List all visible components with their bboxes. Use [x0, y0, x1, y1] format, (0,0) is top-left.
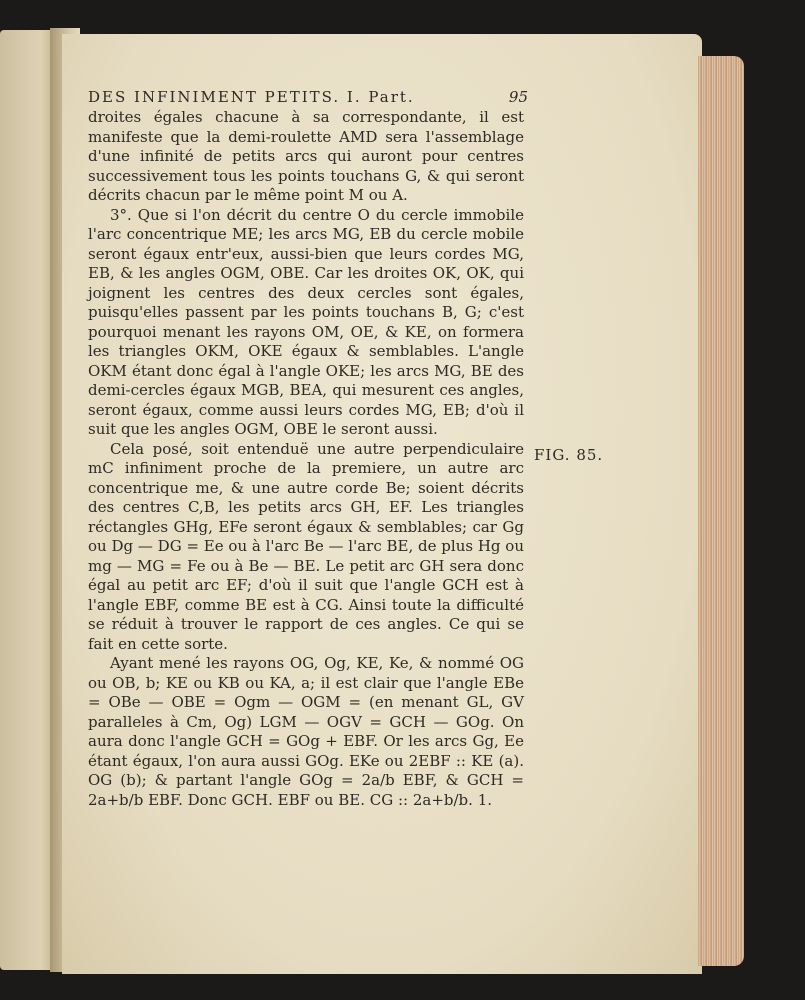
page-edges: [698, 56, 744, 966]
paragraph-1: droites égales chacune à sa correspondante, il est manifeste que la demi-roulette AMD sera l'assemblage d'une infinité de petits arcs qui auront pour centres successivement tous les points touchans G, & qui seront décrits chacun par le même point M ou A.: [88, 108, 524, 204]
paragraph-3: Cela posé, soit entenduë une autre perpendiculaire mC infiniment proche de la premiere, un autre arc concentrique me, & une autre corde Be; soient décrits des centres C,B, les petits arcs GH, EF. Les triangles réctangles GHg, EFe seront égaux & semblables; car Gg ou Dg — DG = Ee ou à l'arc Be — l'arc BE, de plus Hg ou mg — MG = Fe ou à Be — BE. Le petit arc GH sera donc égal au petit arc EF; d'où il suit que l'angle GCH est à l'angle EBF, comme BE est à CG. Ainsi toute la difficulté se réduit à trouver le rapport de ces angles. Ce qui se fait en cette sorte.: [88, 439, 524, 653]
running-header: [88, 88, 528, 106]
running-title: DES INFINIMENT PETITS. I. Part.: [88, 88, 415, 106]
page-number: 95: [508, 88, 528, 106]
paragraph-2: 3°. Que si l'on décrit du centre O du cercle immobile l'arc concentrique ME; les arcs MG, EB du cercle mobile seront égaux entr'eux, aussi-bien que leurs cordes MG, EB, & les angles OGM, OBE. Car les droites OK, OK, qui joignent les centres des deux cercles sont égales, puisqu'elles passent par les points touchans B, G; c'est pourquoi menant les rayons OM, OE, & KE, on formera les triangles OKM, OKE égaux & semblables. L'angle OKM étant donc égal à l'angle OKE; les arcs MG, BE des demi-cercles égaux MGB, BEA, qui mesurent ces angles, seront égaux, comme aussi leurs cordes MG, EB; d'où il suit que les angles OGM, OBE le seront aussi.: [88, 205, 524, 438]
figure-reference: FIG. 85.: [534, 446, 604, 464]
paragraph-4: Ayant mené les rayons OG, Og, KE, Ke, & nommé OG ou OB, b; KE ou KB ou KA, a; il est clair que l'angle EBe = OBe — OBE = Ogm — OGM = (en menant GL, GV paralleles à Cm, Og) LGM — OGV = GCH — GOg. On aura donc l'angle GCH = GOg + EBF. Or les arcs Gg, Ee étant égaux, l'on aura aussi GOg. EKe ou 2EBF :: KE (a). OG (b); & partant l'angle GOg = 2a/b EBF, & GCH = 2a+b/b EBF. Donc GCH. EBF ou BE. CG :: 2a+b/b. 1.: [88, 654, 524, 809]
body-text: [88, 108, 524, 810]
